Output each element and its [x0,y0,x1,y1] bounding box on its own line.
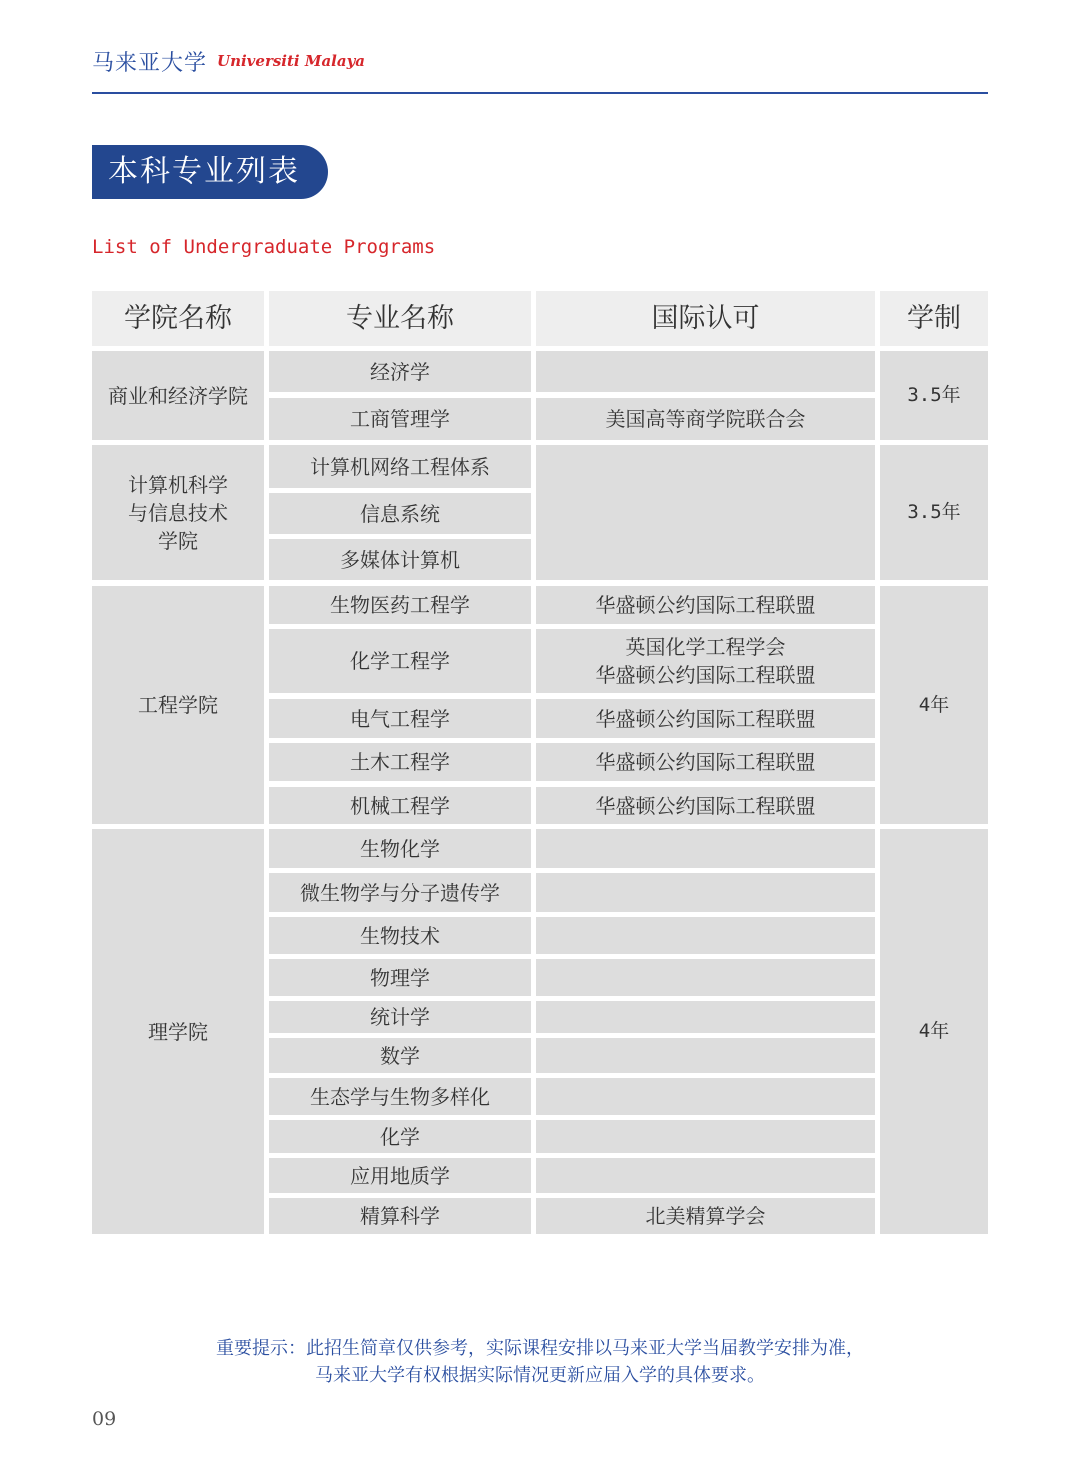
page-title: 本科专业列表 [92,145,328,199]
duration-cell: 4年 [880,586,988,824]
program-cell: 多媒体计算机 [269,539,531,580]
accreditation-cell-empty [536,445,875,580]
program-cell: 土木工程学 [269,743,531,781]
header-divider [92,92,988,94]
accreditation-cell [536,873,875,912]
accreditation-cell [536,1001,875,1033]
faculty-cell: 工程学院 [92,586,264,824]
program-cell: 电气工程学 [269,699,531,738]
accreditation-cell [536,1120,875,1153]
program-cell: 化学 [269,1120,531,1153]
duration-cell: 3.5年 [880,351,988,440]
accreditation-cell: 华盛顿公约国际工程联盟 [536,586,875,624]
program-cell: 经济学 [269,351,531,392]
accreditation-cell [536,829,875,868]
program-cell: 工商管理学 [269,398,531,440]
page-subtitle: List of Undergraduate Programs [92,236,436,258]
accreditation-cell: 华盛顿公约国际工程联盟 [536,787,875,824]
accreditation-cell [536,1078,875,1115]
program-cell: 信息系统 [269,493,531,534]
program-cell: 生物医药工程学 [269,586,531,624]
program-cell: 精算科学 [269,1198,531,1234]
program-cell: 计算机网络工程体系 [269,445,531,488]
page-number: 09 [92,1408,117,1430]
program-cell: 物理学 [269,959,531,996]
program-cell: 数学 [269,1038,531,1073]
accreditation-cell [536,1038,875,1073]
header-university-cn: 马来亚大学 [92,51,208,76]
program-cell: 生态学与生物多样化 [269,1078,531,1115]
program-cell: 统计学 [269,1001,531,1033]
header-duration: 学制 [880,291,988,346]
faculty-cell: 商业和经济学院 [92,351,264,440]
accreditation-cell: 华盛顿公约国际工程联盟 [536,699,875,738]
program-cell: 应用地质学 [269,1158,531,1193]
duration-cell: 3.5年 [880,445,988,580]
header-program: 专业名称 [269,291,531,346]
program-cell: 机械工程学 [269,787,531,824]
accreditation-cell [536,959,875,996]
program-cell: 生物技术 [269,917,531,954]
program-cell: 微生物学与分子遗传学 [269,873,531,912]
notice-line-2: 马来亚大学有权根据实际情况更新应届入学的具体要求。 [315,1365,765,1386]
accreditation-cell [536,351,875,392]
faculty-cell: 计算机科学与信息技术学院 [92,445,264,580]
program-cell: 生物化学 [269,829,531,868]
accreditation-cell: 北美精算学会 [536,1198,875,1234]
accreditation-cell: 美国高等商学院联合会 [536,398,875,440]
accreditation-cell: 英国化学工程学会 华盛顿公约国际工程联盟 [536,629,875,693]
notice-line-1: 重要提示：此招生简章仅供参考，实际课程安排以马来亚大学当届教学安排为准， [216,1338,864,1359]
accreditation-cell: 华盛顿公约国际工程联盟 [536,743,875,781]
accreditation-cell [536,1158,875,1193]
header-accreditation: 国际认可 [536,291,875,346]
faculty-cell: 理学院 [92,829,264,1234]
accreditation-cell [536,917,875,954]
duration-cell: 4年 [880,829,988,1234]
header-university-en: Universiti Malaya [217,52,366,70]
header-faculty: 学院名称 [92,291,264,346]
program-cell: 化学工程学 [269,629,531,693]
